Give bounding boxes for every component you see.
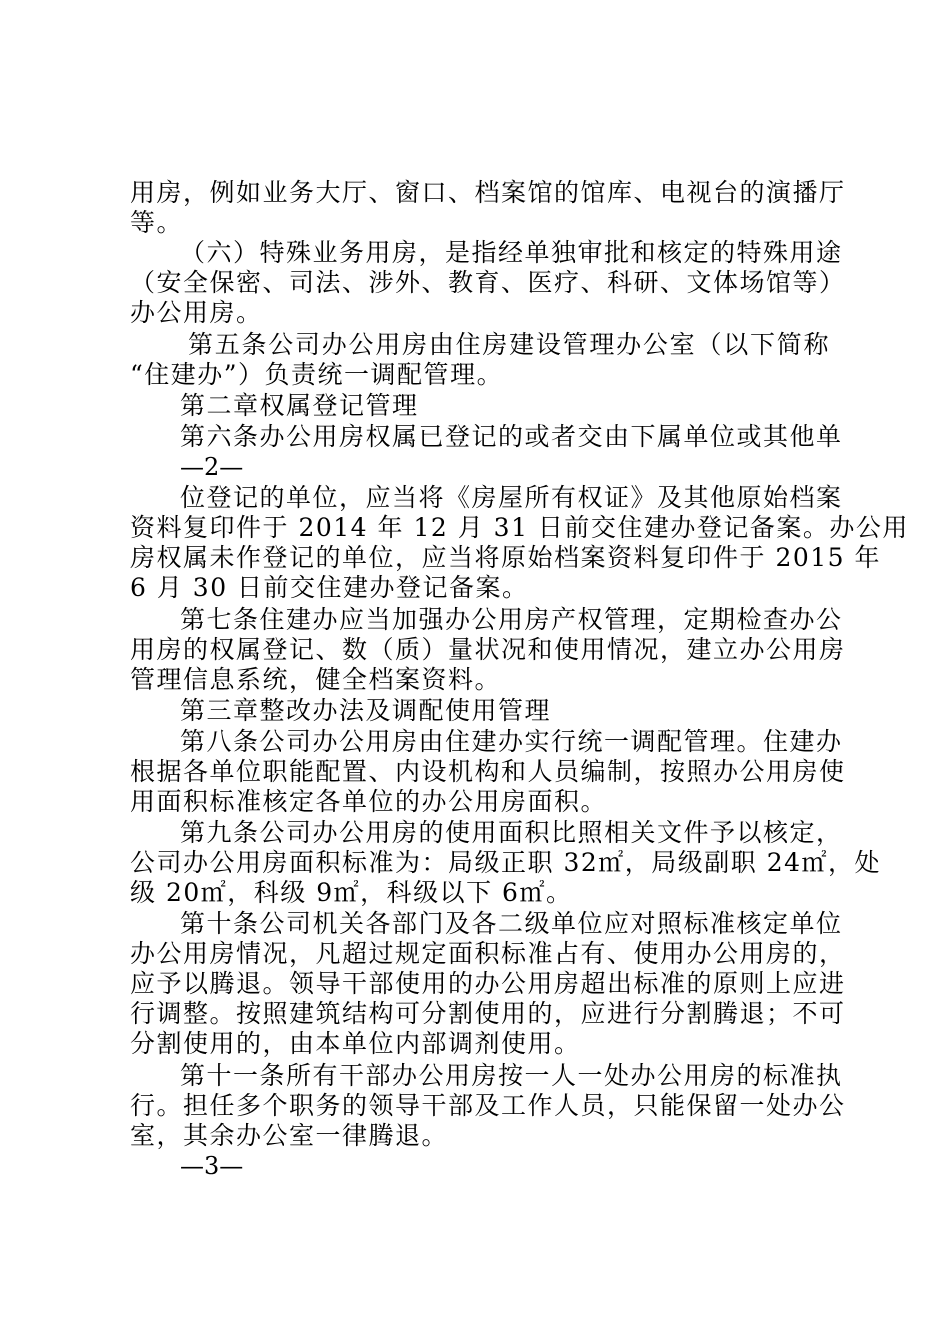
text-line: 办公用房。 xyxy=(130,298,263,327)
text-line: （六）特殊业务用房，是指经单独审批和核定的特殊用途 xyxy=(180,238,843,267)
text-line: 资料复印件于 2014 年 12 月 31 日前交住建办登记备案。办公用 xyxy=(130,513,909,542)
page-number: —3— xyxy=(180,1152,244,1180)
text-line: 行。担任多个职务的领导干部及工作人员，只能保留一处办公 xyxy=(130,1091,846,1120)
text-line: 位登记的单位，应当将《房屋所有权证》及其他原始档案 xyxy=(180,483,843,512)
chapter-heading: 第三章整改办法及调配使用管理 xyxy=(180,696,552,725)
text-line: 室，其余办公室一律腾退。 xyxy=(130,1121,449,1150)
text-line: 用面积标准核定各单位的办公用房面积。 xyxy=(130,787,608,816)
text-line: 分割使用的，由本单位内部调剂使用。 xyxy=(130,1029,581,1058)
page-number: —2— xyxy=(180,453,244,481)
text-line: 管理信息系统，健全档案资料。 xyxy=(130,665,502,694)
text-line: 用房的权属登记、数（质）量状况和使用情况，建立办公用房 xyxy=(130,635,846,664)
text-line: 用房，例如业务大厅、窗口、档案馆的馆库、电视台的演播厅 xyxy=(130,178,846,207)
text-line: 级 20㎡，科级 9㎡，科级以下 6㎡。 xyxy=(130,878,573,907)
text-line: （安全保密、司法、涉外、教育、医疗、科研、文体场馆等） xyxy=(130,268,846,297)
text-line: 办公用房情况，凡超过规定面积标准占有、使用办公用房的， xyxy=(130,939,846,968)
text-line: 第八条公司办公用房由住建办实行统一调配管理。住建办 xyxy=(180,727,843,756)
text-line: 第六条办公用房权属已登记的或者交由下属单位或其他单 xyxy=(180,422,843,451)
text-line: 6 月 30 日前交住建办登记备案。 xyxy=(130,573,529,602)
text-line: 第十一条所有干部办公用房按一人一处办公用房的标准执 xyxy=(180,1061,843,1090)
text-line: 第五条公司办公用房由住房建设管理办公室（以下简称 xyxy=(188,330,830,359)
text-line: 应予以腾退。领导干部使用的办公用房超出标准的原则上应进 xyxy=(130,969,846,998)
chapter-heading: 第二章权属登记管理 xyxy=(180,391,419,420)
text-line: 公司办公用房面积标准为：局级正职 32㎡，局级副职 24㎡，处 xyxy=(130,848,882,877)
text-line: 第九条公司办公用房的使用面积比照相关文件予以核定， xyxy=(180,818,843,847)
text-line: 第十条公司机关各部门及各二级单位应对照标准核定单位 xyxy=(180,909,843,938)
text-line: “住建办”）负责统一调配管理。 xyxy=(130,360,504,389)
text-line: 行调整。按照建筑结构可分割使用的，应进行分割腾退；不可 xyxy=(130,999,846,1028)
text-line: 房权属未作登记的单位，应当将原始档案资料复印件于 2015 年 xyxy=(130,543,882,572)
text-line: 第七条住建办应当加强办公用房产权管理，定期检查办公 xyxy=(180,605,843,634)
text-line: 等。 xyxy=(130,208,184,237)
text-line: 根据各单位职能配置、内设机构和人员编制，按照办公用房使 xyxy=(130,757,846,786)
